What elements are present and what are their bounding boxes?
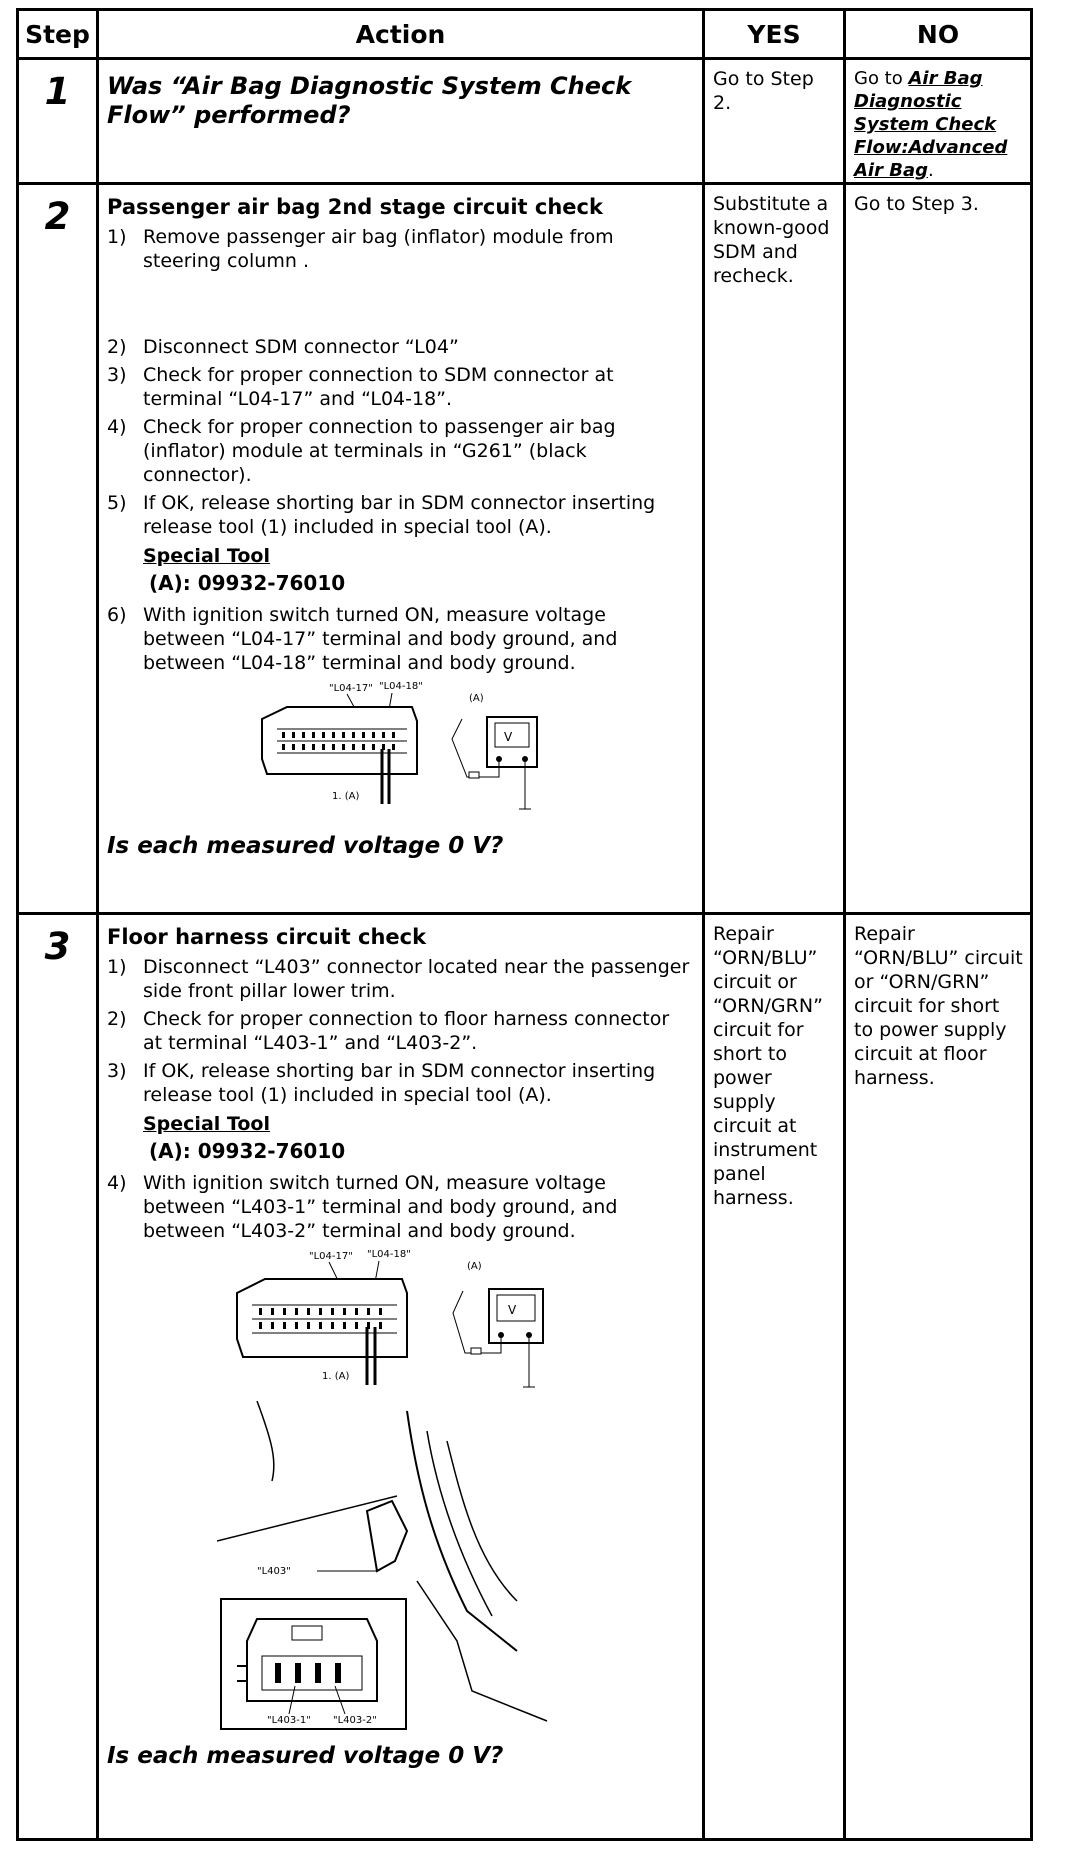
step-3-special-tool	[143, 1113, 692, 1163]
fig3-label-l403-1: "L403-1"	[267, 1715, 311, 1726]
step-2-item-4-num: 4)	[107, 416, 127, 438]
step-2-item-4	[107, 415, 692, 487]
step-3-item-3-num: 3)	[107, 1060, 127, 1082]
step-1-question: Was “Air Bag Diagnostic System Check Flow” performed?	[98, 59, 704, 184]
step-3-item-1	[107, 955, 692, 1003]
step-3-yes: Repair “ORN/BLU” circuit or “ORN/GRN” circuit for short to power supply circuit at instrument panel harness.	[704, 914, 845, 1840]
header-step: Step	[18, 10, 98, 59]
step-2-item-5-num: 5)	[107, 492, 127, 514]
step-1-no-prefix: Go to	[854, 68, 909, 89]
header-yes: YES	[704, 10, 845, 59]
step-3-number: 3	[18, 914, 98, 1840]
step-2-check-question: Is each measured voltage 0 V?	[107, 833, 504, 859]
header-no: NO	[845, 10, 1032, 59]
step-3-action	[98, 914, 704, 1840]
step-2-item-6-num: 6)	[107, 604, 127, 626]
fig3-label-a: (A)	[467, 1261, 482, 1272]
step-2-special-tool-value: (A): 09932-76010	[149, 571, 346, 595]
step-2-item-6-text: With ignition switch turned ON, measure voltage between “L04-17” terminal and body ground, and between “L04-18” terminal and body ground.	[143, 604, 618, 674]
fig3-label-l403: "L403"	[257, 1566, 291, 1577]
step-3-item-2-num: 2)	[107, 1008, 127, 1030]
step-2-item-1	[107, 225, 692, 273]
fig2-label-l04-18: "L04-18"	[379, 681, 423, 692]
step-2-item-3-text: Check for proper connection to SDM connector at terminal “L04-17” and “L04-18”.	[143, 364, 614, 410]
fig3-label-l04-18: "L04-18"	[367, 1249, 411, 1260]
fig3-label-v: V	[508, 1303, 517, 1317]
header-action: Action	[98, 10, 704, 59]
step-3-item-3	[107, 1059, 692, 1107]
diagnostic-table-wrapper	[16, 8, 1030, 1841]
step-2-item-6	[107, 603, 692, 675]
step-1-number: 1	[18, 59, 98, 184]
step-3-item-4-text: With ignition switch turned ON, measure voltage between “L403-1” terminal and body ground, and between “L403-2” terminal and body ground.	[143, 1172, 618, 1242]
fig2-label-tool: 1. (A)	[332, 791, 360, 802]
step-3-item-4-num: 4)	[107, 1172, 127, 1194]
header-row	[18, 10, 1032, 59]
step-2-connector-figure	[247, 679, 567, 819]
step-3-title: Floor harness circuit check	[107, 925, 427, 949]
step-2-item-3	[107, 363, 692, 411]
step-3-item-2-text: Check for proper connection to floor harness connector at terminal “L403-1” and “L403-2”.	[143, 1008, 670, 1054]
step-2-title: Passenger air bag 2nd stage circuit check	[107, 195, 603, 219]
step-2-item-5	[107, 491, 692, 539]
step-2-special-tool	[143, 545, 692, 595]
step-1-row	[18, 59, 1032, 184]
diagnostic-table	[16, 8, 1033, 1841]
step-3-no: Repair “ORN/BLU” circuit or “ORN/GRN” circuit for short to power supply circuit at floor harness.	[845, 914, 1032, 1840]
fig2-label-a: (A)	[469, 693, 484, 704]
step-2-item-2	[107, 335, 692, 359]
step-3-item-1-text: Disconnect “L403” connector located near the passenger side front pillar lower trim.	[143, 956, 690, 1002]
step-1-no	[845, 59, 1032, 184]
step-3-special-tool-value: (A): 09932-76010	[149, 1139, 346, 1163]
air-bag-check-flow-link[interactable]: Air Bag Diagnostic System Check Flow:Advanced Air Bag	[854, 68, 1008, 181]
step-2-number: 2	[18, 184, 98, 914]
step-2-item-1-text: Remove passenger air bag (inflator) module from steering column .	[143, 226, 614, 272]
step-3-item-4	[107, 1171, 692, 1243]
step-3-row	[18, 914, 1032, 1840]
step-3-connector-figure	[227, 1247, 587, 1397]
step-2-row	[18, 184, 1032, 914]
fig3-label-tool: 1. (A)	[322, 1371, 350, 1382]
step-2-no: Go to Step 3.	[845, 184, 1032, 914]
step-1-no-suffix: .	[928, 160, 934, 181]
step-2-item-2-num: 2)	[107, 336, 127, 358]
step-3-pillar-figure	[217, 1401, 577, 1741]
step-3-item-1-num: 1)	[107, 956, 127, 978]
step-2-item-4-text: Check for proper connection to passenger air bag (inflator) module at terminals in “G261” (black connector).	[143, 416, 616, 486]
step-2-spacer	[107, 277, 692, 335]
step-3-item-2	[107, 1007, 692, 1055]
fig3-label-l04-17: "L04-17"	[309, 1251, 353, 1262]
step-1-yes: Go to Step 2.	[704, 59, 845, 184]
step-2-item-2-text: Disconnect SDM connector “L04”	[143, 336, 459, 358]
step-3-check-question: Is each measured voltage 0 V?	[107, 1743, 504, 1769]
step-2-item-1-num: 1)	[107, 226, 127, 248]
fig2-label-l04-17: "L04-17"	[329, 683, 373, 694]
step-2-item-5-text: If OK, release shorting bar in SDM connector inserting release tool (1) included in special tool (A).	[143, 492, 656, 538]
step-2-action	[98, 184, 704, 914]
step-2-yes: Substitute a known-good SDM and recheck.	[704, 184, 845, 914]
fig3-label-l403-2: "L403-2"	[333, 1715, 377, 1726]
fig2-label-v: V	[504, 730, 513, 744]
step-2-item-3-num: 3)	[107, 364, 127, 386]
step-3-special-tool-label: Special Tool	[143, 1113, 270, 1135]
step-3-item-3-text: If OK, release shorting bar in SDM connector inserting release tool (1) included in special tool (A).	[143, 1060, 656, 1106]
step-2-special-tool-label: Special Tool	[143, 545, 270, 567]
